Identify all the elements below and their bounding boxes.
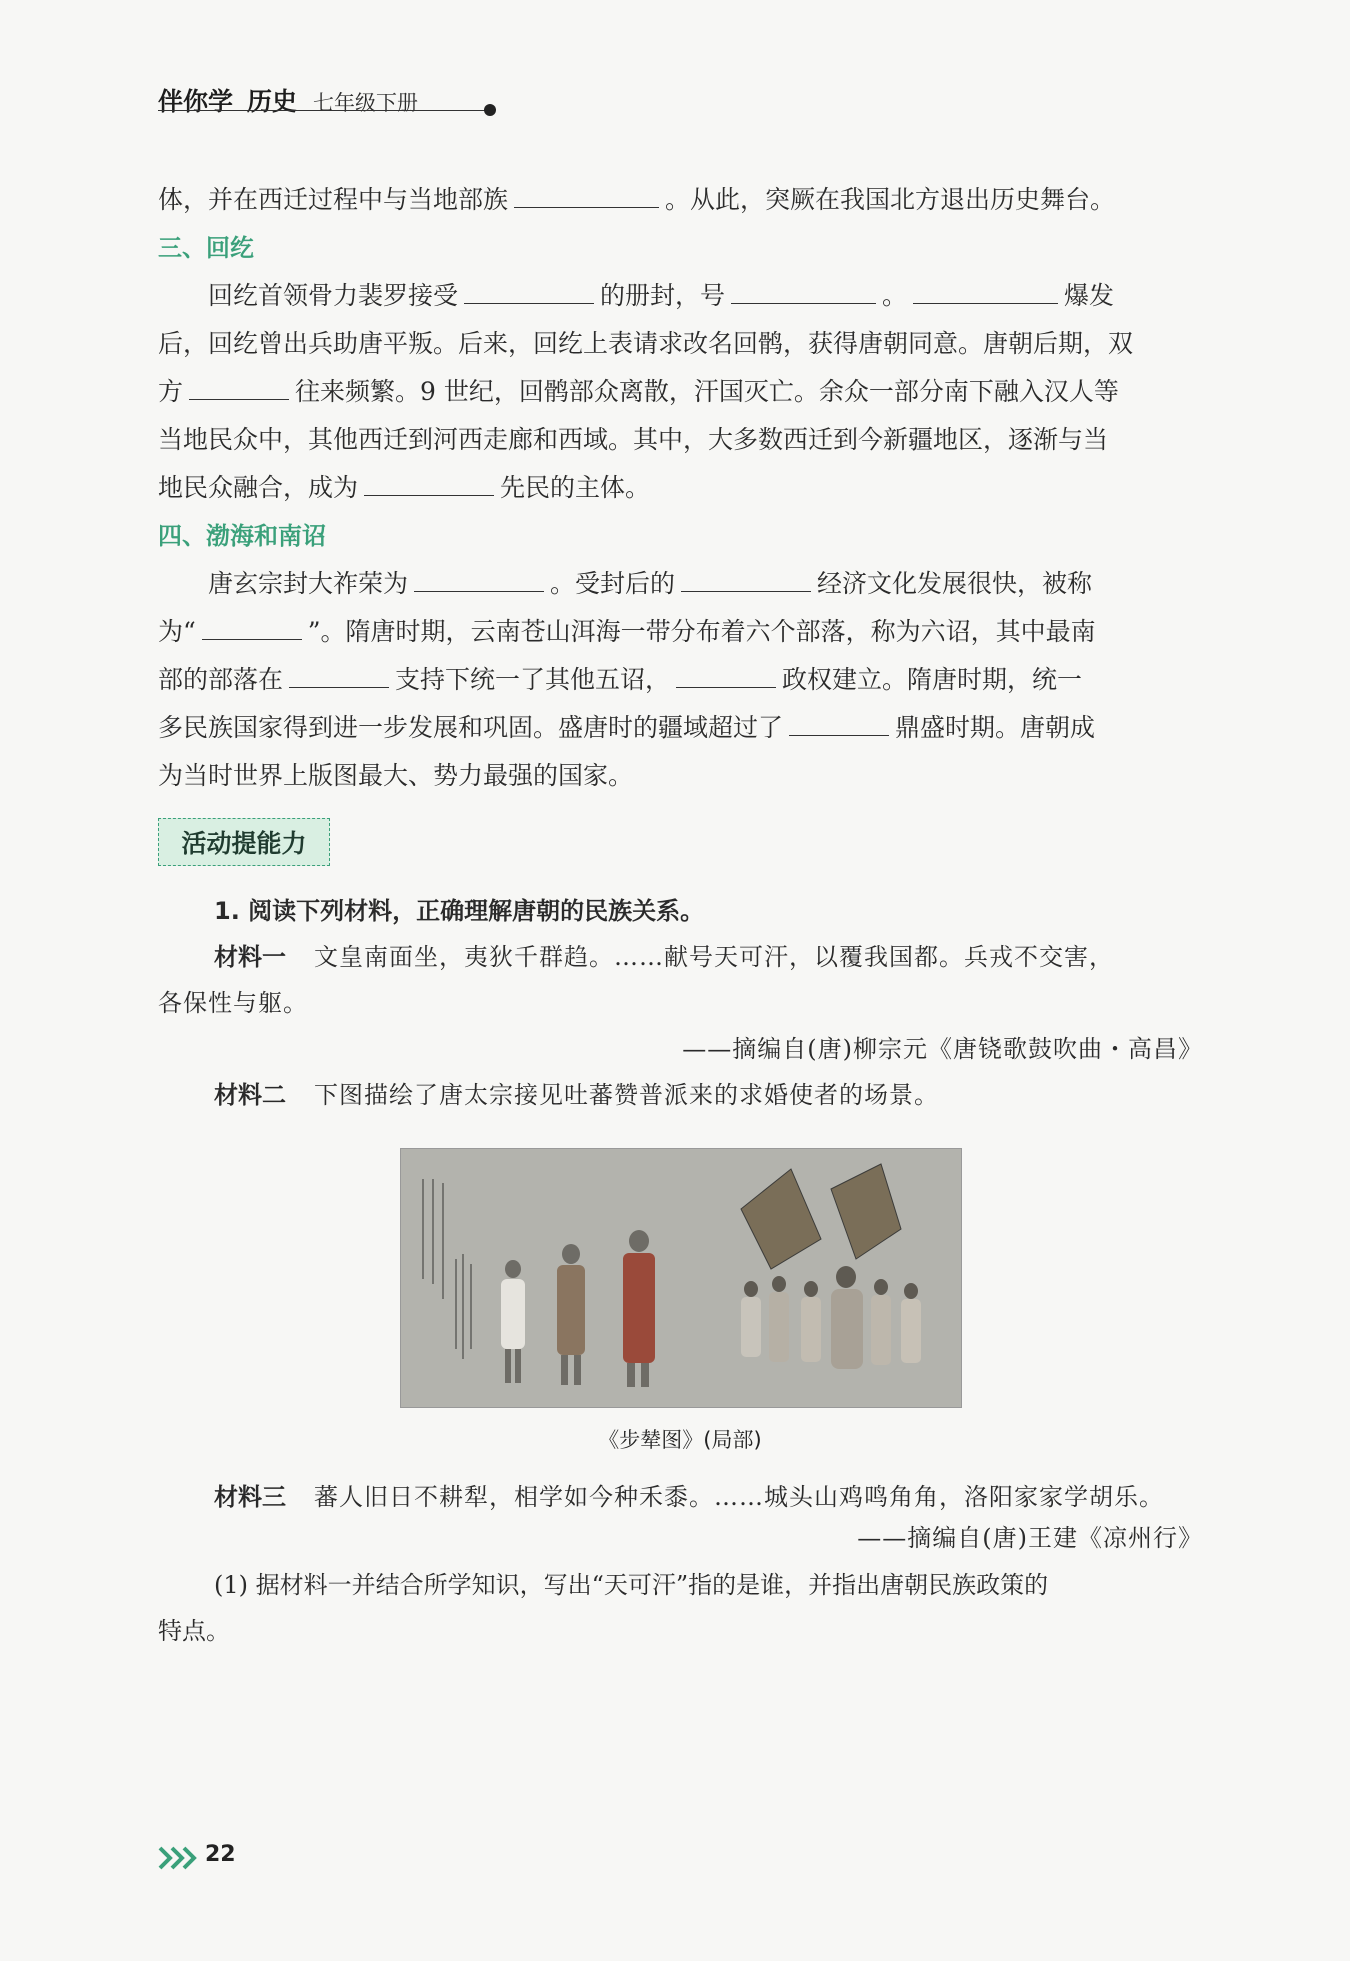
material-3-text: 蕃人旧日不耕犁，相学如今种禾黍。……城头山鸡鸣角角，洛阳家家学胡乐。 — [314, 1483, 1164, 1511]
material-1-continued: 各保性与躯。 — [158, 989, 308, 1017]
text-run: 爆发 — [1064, 281, 1115, 310]
huihe-line-5 — [158, 464, 1203, 512]
material-2-label: 材料二 — [214, 1081, 286, 1109]
material-3-label: 材料三 — [214, 1483, 286, 1511]
text-run: 多民族国家得到进一步发展和巩固。盛唐时的疆域超过了 — [158, 713, 784, 742]
grade-label: 七年级下册 — [313, 91, 419, 115]
fill-blank[interactable] — [676, 659, 776, 688]
materials-3-block — [158, 1474, 1203, 1654]
chevron-right-icon — [158, 1845, 202, 1871]
material-1-text: 文皇南面坐，夷狄千群趋。……献号天可汗，以覆我国都。兵戎不交害， — [314, 943, 1114, 971]
bohai-line-2 — [158, 608, 1203, 656]
text-run: ”。隋唐时期，云南苍山洱海一带分布着六个部落，称为六诏，其中最南 — [307, 617, 1096, 646]
fill-blank[interactable] — [681, 563, 811, 592]
text-run: 经济文化发展很快，被称 — [817, 569, 1093, 598]
activity-badge: 活动提能力 — [158, 818, 330, 866]
painting-caption: 《步辇图》(局部) — [598, 1428, 762, 1452]
material-3 — [158, 1474, 1203, 1520]
sub-question-1: (1) 据材料一并结合所学知识，写出“天可汗”指的是谁，并指出唐朝民族政策的 — [214, 1571, 1049, 1599]
header-dot-icon — [484, 104, 496, 116]
material-1-source: ——摘编自(唐)柳宗元《唐铙歌鼓吹曲・高昌》 — [682, 1035, 1203, 1063]
bohai-line-3 — [158, 656, 1203, 704]
section-heading-huihe: 三、回纥 — [158, 234, 254, 262]
text-run: 鼎盛时期。唐朝成 — [895, 713, 1096, 742]
text-run: 回纥首领骨力裴罗接受 — [208, 281, 459, 310]
fill-blank[interactable] — [464, 275, 594, 304]
subject-title: 历史 — [247, 87, 298, 116]
fill-blank[interactable] — [789, 707, 889, 736]
question-1-title: 1. 阅读下列材料，正确理解唐朝的民族关系。 — [214, 897, 705, 925]
text-run: 部的部落在 — [158, 665, 284, 694]
fill-blank[interactable] — [731, 275, 876, 304]
header-rule — [158, 110, 488, 111]
text-run: 唐玄宗封大祚荣为 — [208, 569, 409, 598]
material-2-text: 下图描绘了唐太宗接见吐蕃赞普派来的求婚使者的场景。 — [314, 1081, 939, 1109]
text-run: 往来频繁。9 世纪，回鹘部众离散，汗国灭亡。余众一部分南下融入汉人等 — [295, 377, 1119, 406]
section-heading-bohai: 四、渤海和南诏 — [158, 522, 326, 550]
text-run: 支持下统一了其他五诏， — [395, 665, 671, 694]
text-run: 体，并在西迁过程中与当地部族 — [158, 185, 509, 214]
sub-question-1-continued: 特点。 — [158, 1617, 230, 1645]
text-run: 为“ — [158, 617, 196, 646]
material-2 — [158, 1072, 1203, 1118]
fill-blank[interactable] — [189, 371, 289, 400]
bohai-line-5: 为当时世界上版图最大、势力最强的国家。 — [158, 761, 634, 790]
text-run: 政权建立。隋唐时期，统一 — [782, 665, 1083, 694]
huihe-line-1 — [158, 272, 1203, 320]
fill-blank[interactable] — [913, 275, 1058, 304]
main-content — [158, 176, 1203, 800]
fill-blank[interactable] — [414, 563, 544, 592]
page-number: 22 — [205, 1842, 236, 1867]
fill-blank[interactable] — [202, 611, 302, 640]
book-series-title: 伴你学 — [158, 87, 234, 116]
fill-blank[interactable] — [289, 659, 389, 688]
material-3-source: ——摘编自(唐)王建《凉州行》 — [857, 1524, 1203, 1552]
text-run: 先民的主体。 — [500, 473, 651, 502]
material-1 — [158, 934, 1203, 980]
bohai-line-4 — [158, 704, 1203, 752]
huihe-line-2: 后，回纥曾出兵助唐平叛。后来，回纥上表请求改名回鹘，获得唐朝同意。唐朝后期，双 — [158, 329, 1134, 358]
bohai-line-1 — [158, 560, 1203, 608]
material-1-label: 材料一 — [214, 943, 286, 971]
question-1-block — [158, 888, 1203, 1118]
fill-blank[interactable] — [514, 179, 659, 208]
tujue-line — [158, 176, 1203, 224]
text-run: 的册封，号 — [600, 281, 726, 310]
text-run: 。从此，突厥在我国北方退出历史舞台。 — [665, 185, 1116, 214]
huihe-line-3 — [158, 368, 1203, 416]
text-run: 。受封后的 — [550, 569, 676, 598]
text-run: 方 — [158, 377, 184, 406]
huihe-line-4: 当地民众中，其他西迁到河西走廊和西域。其中，大多数西迁到今新疆地区，逐渐与当 — [158, 425, 1109, 454]
fill-blank[interactable] — [364, 467, 494, 496]
text-run: 。 — [882, 281, 908, 310]
text-run: 地民众融合，成为 — [158, 473, 359, 502]
painting-image — [400, 1148, 962, 1408]
